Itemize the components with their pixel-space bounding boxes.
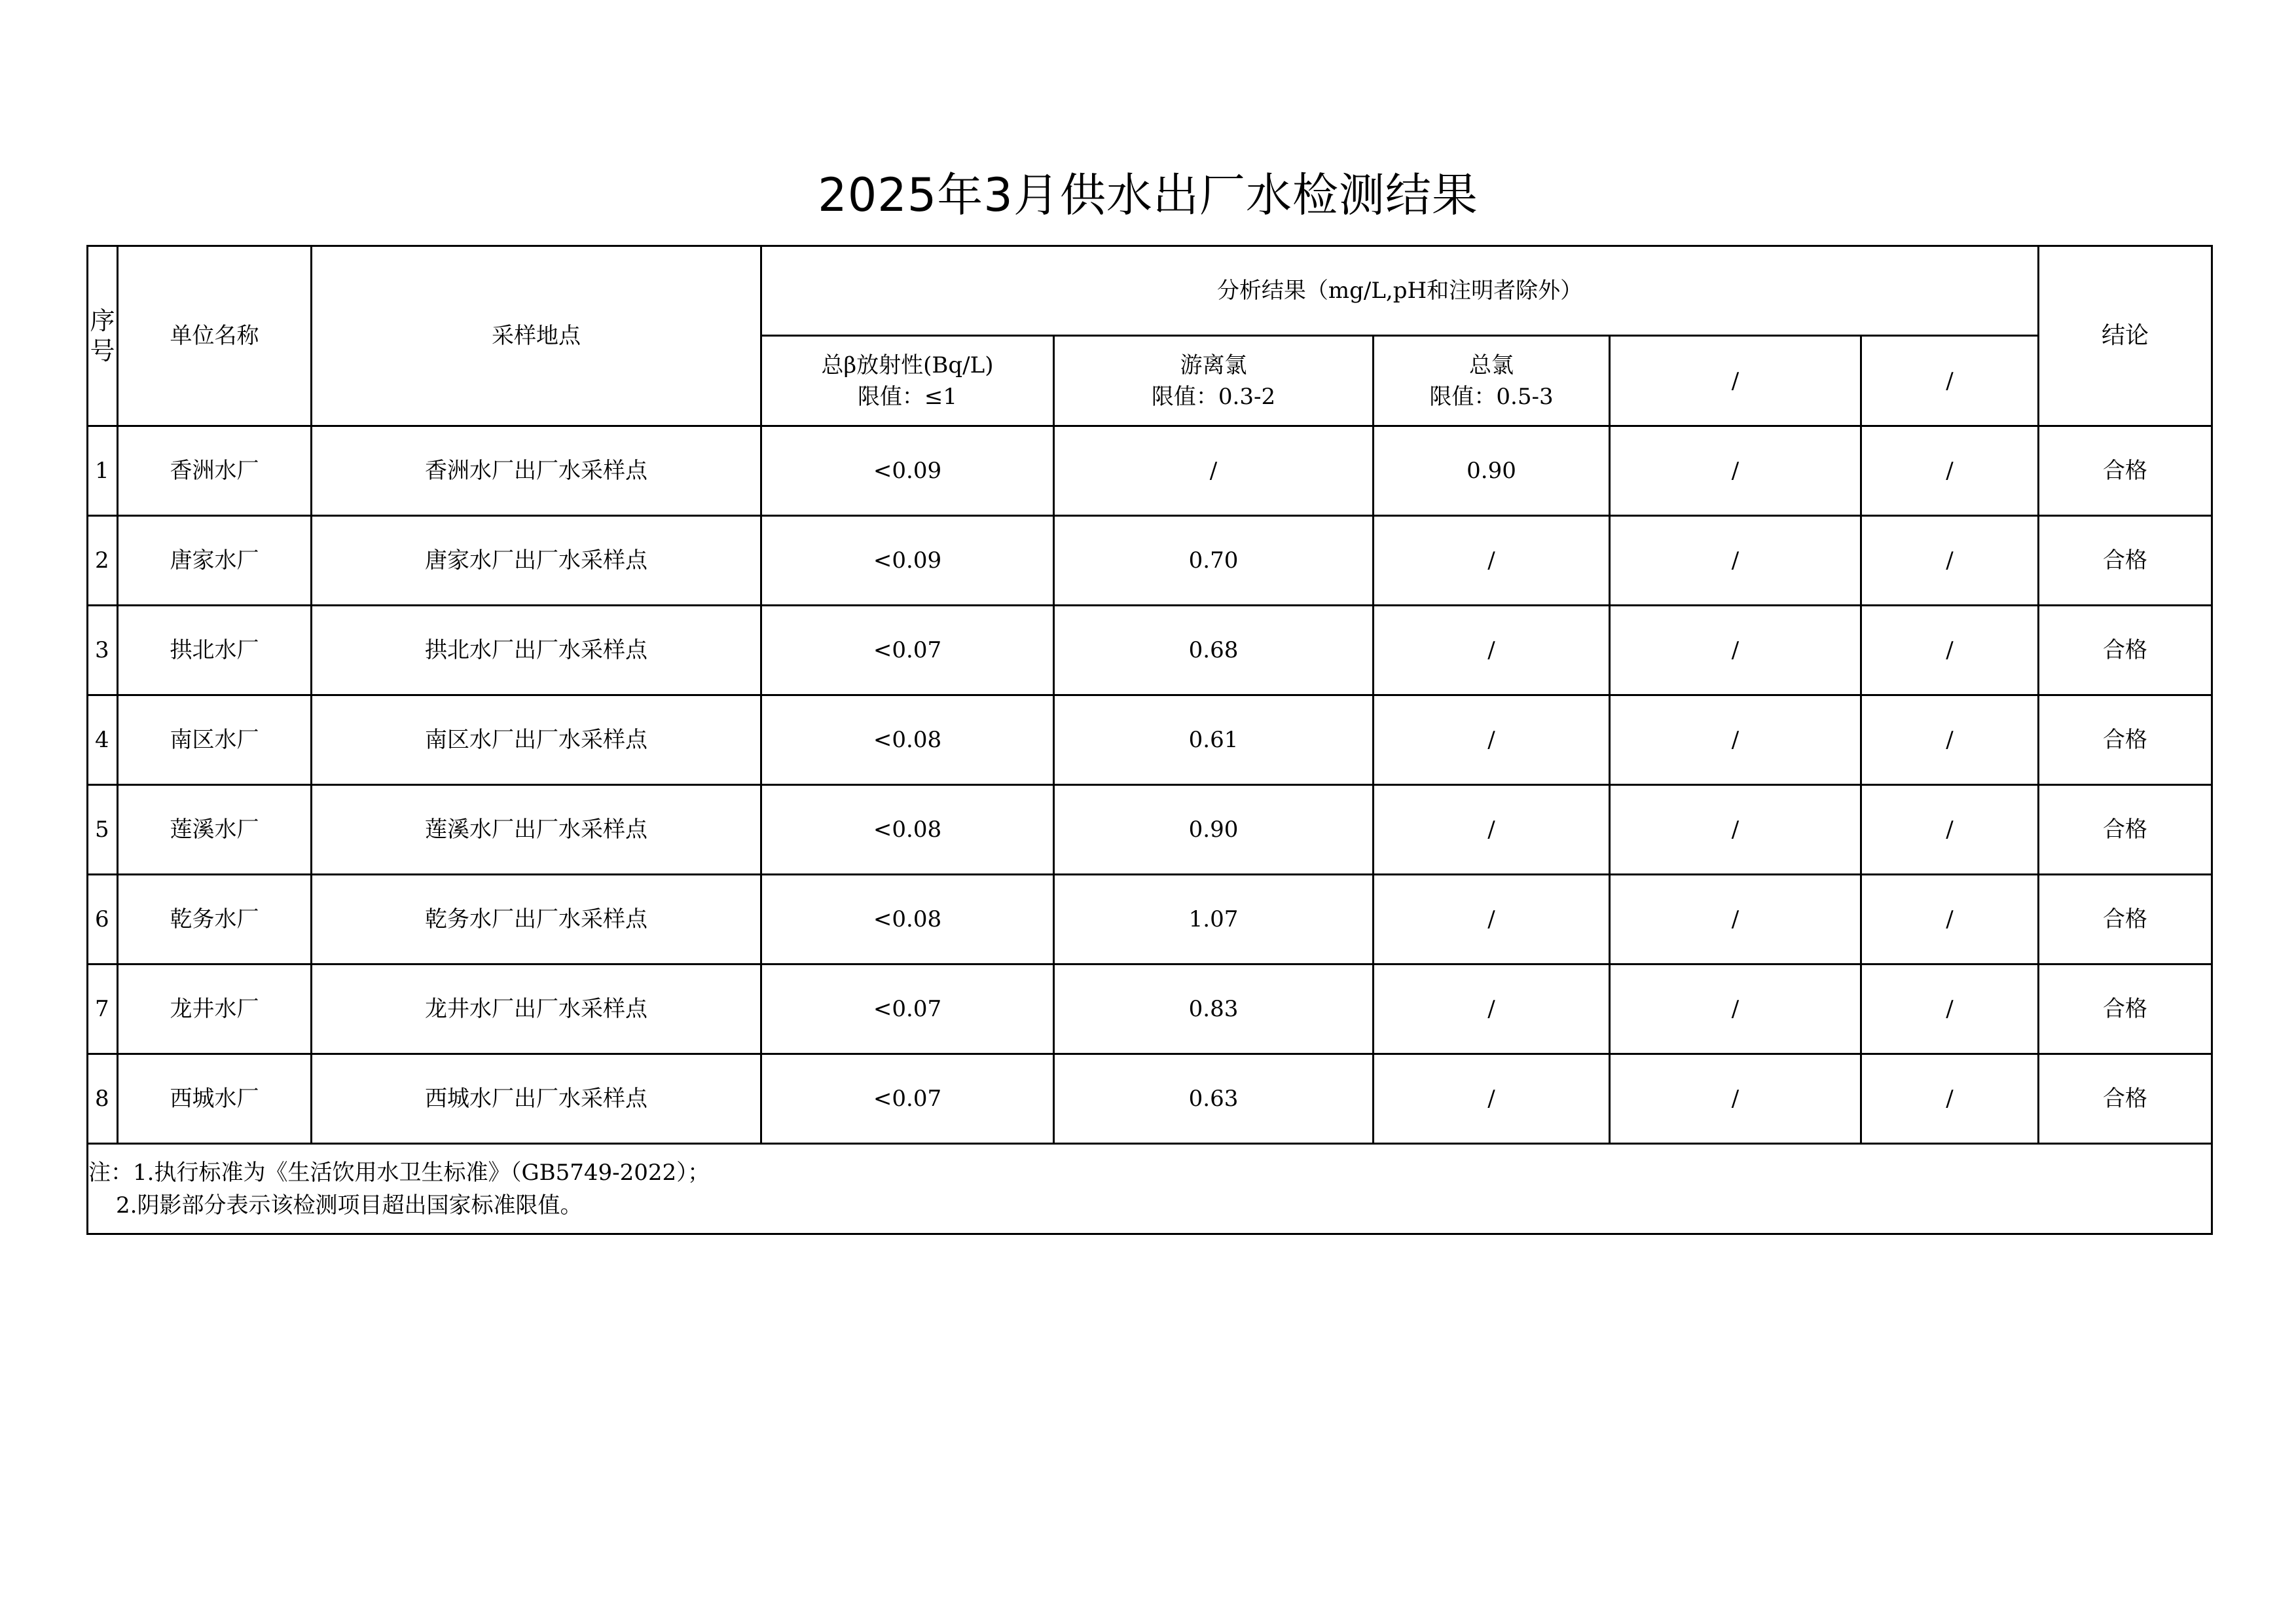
cell-conclusion: 合格	[2039, 426, 2212, 516]
note-line-1: 注：1.执行标准为《生活饮用水卫生标准》（GB5749-2022）；	[88, 1159, 710, 1186]
cell-unit: 西城水厂	[118, 1054, 312, 1144]
header-total-chlorine-name: 总氯	[1469, 352, 1514, 378]
cell-extra2: /	[1861, 516, 2039, 606]
cell-extra1: /	[1610, 1054, 1861, 1144]
cell-unit: 龙井水厂	[118, 964, 312, 1054]
header-beta	[761, 336, 1054, 426]
cell-extra2: /	[1861, 606, 2039, 695]
header-conclusion: 结论	[2039, 246, 2212, 426]
cell-free-chlorine: 1.07	[1054, 875, 1374, 964]
cell-total-chlorine: 0.90	[1374, 426, 1610, 516]
cell-unit: 唐家水厂	[118, 516, 312, 606]
cell-extra2: /	[1861, 875, 2039, 964]
results-table	[86, 245, 2213, 1235]
cell-extra2: /	[1861, 695, 2039, 785]
cell-total-chlorine: /	[1374, 606, 1610, 695]
cell-free-chlorine: 0.70	[1054, 516, 1374, 606]
header-total-chlorine	[1374, 336, 1610, 426]
header-seq-label: 序号	[90, 306, 115, 365]
cell-beta: <0.07	[761, 964, 1054, 1054]
cell-extra2: /	[1861, 426, 2039, 516]
cell-beta: <0.08	[761, 695, 1054, 785]
cell-conclusion: 合格	[2039, 606, 2212, 695]
table-row	[88, 964, 2212, 1054]
cell-site: 乾务水厂出厂水采样点	[312, 875, 761, 964]
cell-extra1: /	[1610, 785, 1861, 875]
cell-site: 西城水厂出厂水采样点	[312, 1054, 761, 1144]
cell-free-chlorine: 0.61	[1054, 695, 1374, 785]
header-beta-name: 总β放射性(Bq/L)	[821, 352, 994, 378]
header-total-chlorine-limit: 限值：0.5-3	[1429, 383, 1554, 410]
header-analysis: 分析结果（mg/L,pH和注明者除外）	[761, 246, 2039, 336]
table-row	[88, 606, 2212, 695]
cell-extra2: /	[1861, 964, 2039, 1054]
cell-total-chlorine: /	[1374, 1054, 1610, 1144]
cell-extra2: /	[1861, 1054, 2039, 1144]
cell-site: 莲溪水厂出厂水采样点	[312, 785, 761, 875]
header-free-chlorine	[1054, 336, 1374, 426]
cell-seq: 7	[88, 964, 118, 1054]
cell-extra1: /	[1610, 964, 1861, 1054]
cell-beta: <0.09	[761, 516, 1054, 606]
cell-unit: 乾务水厂	[118, 875, 312, 964]
header-seq	[88, 246, 118, 426]
cell-total-chlorine: /	[1374, 785, 1610, 875]
notes-cell	[88, 1144, 2212, 1234]
header-free-chlorine-name: 游离氯	[1180, 352, 1247, 378]
cell-site: 南区水厂出厂水采样点	[312, 695, 761, 785]
cell-unit: 南区水厂	[118, 695, 312, 785]
header-free-chlorine-limit: 限值：0.3-2	[1151, 383, 1276, 410]
cell-beta: <0.07	[761, 1054, 1054, 1144]
cell-beta: <0.07	[761, 606, 1054, 695]
cell-seq: 8	[88, 1054, 118, 1144]
header-extra1: /	[1610, 336, 1861, 426]
cell-extra1: /	[1610, 875, 1861, 964]
cell-extra1: /	[1610, 516, 1861, 606]
cell-free-chlorine: 0.68	[1054, 606, 1374, 695]
header-extra2: /	[1861, 336, 2039, 426]
table-row	[88, 426, 2212, 516]
header-site: 采样地点	[312, 246, 761, 426]
header-row-1	[88, 246, 2212, 336]
cell-unit: 香洲水厂	[118, 426, 312, 516]
note-line-2: 2.阴影部分表示该检测项目超出国家标准限值。	[116, 1192, 583, 1219]
cell-seq: 4	[88, 695, 118, 785]
cell-total-chlorine: /	[1374, 695, 1610, 785]
cell-conclusion: 合格	[2039, 516, 2212, 606]
cell-site: 唐家水厂出厂水采样点	[312, 516, 761, 606]
cell-seq: 6	[88, 875, 118, 964]
notes-row	[88, 1144, 2212, 1234]
cell-conclusion: 合格	[2039, 785, 2212, 875]
cell-unit: 莲溪水厂	[118, 785, 312, 875]
table-row	[88, 785, 2212, 875]
cell-extra2: /	[1861, 785, 2039, 875]
cell-free-chlorine: 0.63	[1054, 1054, 1374, 1144]
table-row	[88, 1054, 2212, 1144]
cell-unit: 拱北水厂	[118, 606, 312, 695]
cell-total-chlorine: /	[1374, 875, 1610, 964]
cell-extra1: /	[1610, 695, 1861, 785]
cell-free-chlorine: /	[1054, 426, 1374, 516]
cell-free-chlorine: 0.83	[1054, 964, 1374, 1054]
cell-free-chlorine: 0.90	[1054, 785, 1374, 875]
cell-seq: 1	[88, 426, 118, 516]
cell-conclusion: 合格	[2039, 964, 2212, 1054]
cell-total-chlorine: /	[1374, 516, 1610, 606]
header-unit: 单位名称	[118, 246, 312, 426]
table-row	[88, 516, 2212, 606]
cell-conclusion: 合格	[2039, 695, 2212, 785]
cell-conclusion: 合格	[2039, 1054, 2212, 1144]
header-beta-limit: 限值：≤1	[857, 383, 958, 410]
cell-site: 香洲水厂出厂水采样点	[312, 426, 761, 516]
cell-conclusion: 合格	[2039, 875, 2212, 964]
cell-seq: 5	[88, 785, 118, 875]
cell-seq: 2	[88, 516, 118, 606]
cell-beta: <0.08	[761, 875, 1054, 964]
table-row	[88, 875, 2212, 964]
cell-extra1: /	[1610, 606, 1861, 695]
cell-beta: <0.08	[761, 785, 1054, 875]
cell-site: 拱北水厂出厂水采样点	[312, 606, 761, 695]
cell-extra1: /	[1610, 426, 1861, 516]
page-title: 2025年3月供水出厂水检测结果	[818, 168, 1478, 222]
cell-seq: 3	[88, 606, 118, 695]
cell-site: 龙井水厂出厂水采样点	[312, 964, 761, 1054]
cell-total-chlorine: /	[1374, 964, 1610, 1054]
cell-beta: <0.09	[761, 426, 1054, 516]
table-row	[88, 695, 2212, 785]
